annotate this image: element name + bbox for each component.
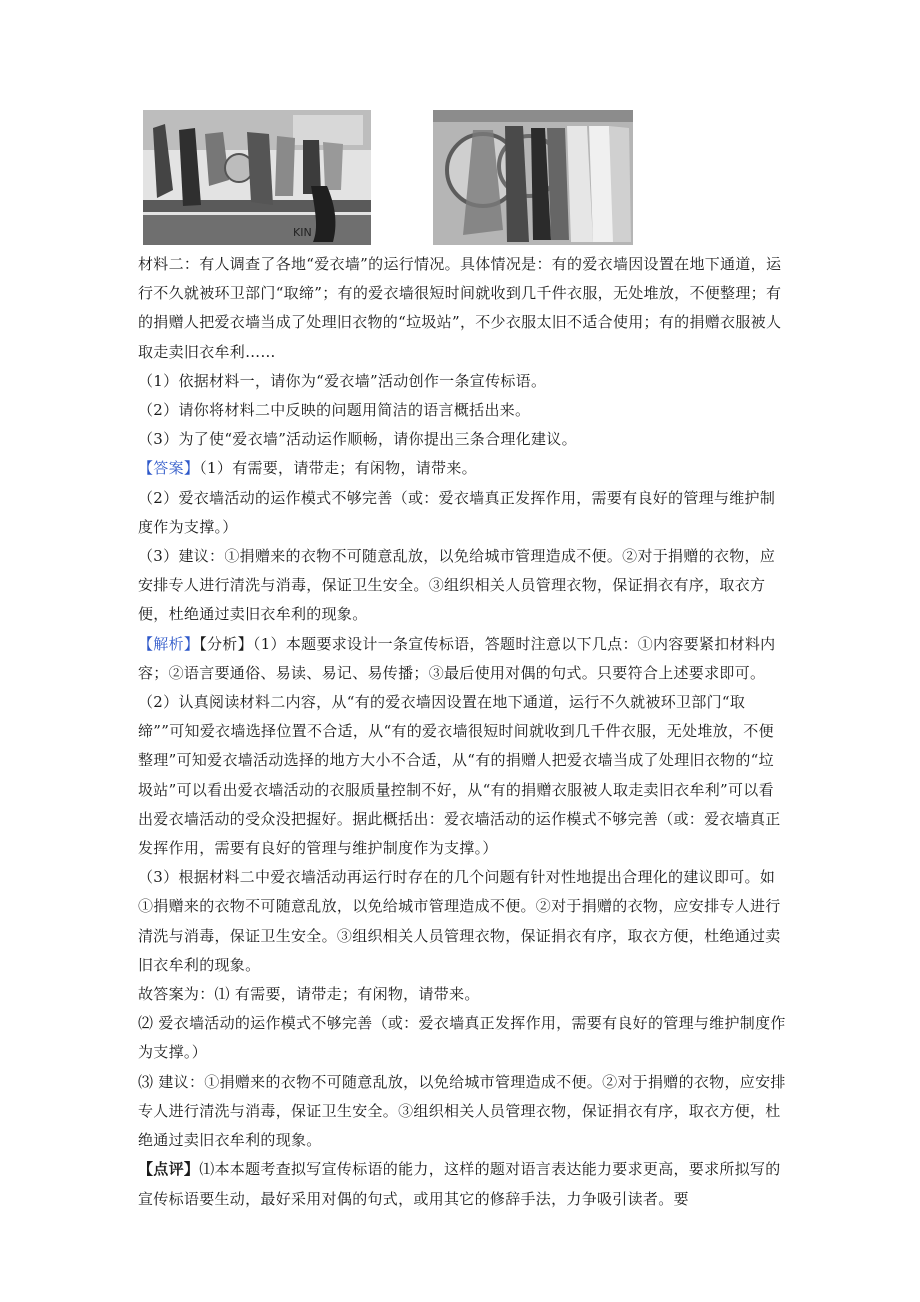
analysis-3: （3）根据材料二中爱衣墙活动再运行时存在的几个问题有针对性地提出合理化的建议即可。如 ①捐赠来的衣物不可随意乱放，以免给城市管理造成不便。②对于捐赠的衣物，应安排专人进行清洗与消毒，保证卫生安全。③组织相关人员管理衣物，保证捐衣有序，取衣方便，杜绝通过卖旧衣牟利的现象。 (138, 868, 781, 974)
comment-tag: 【点评】 (138, 1160, 200, 1179)
material-photos (143, 110, 633, 245)
answer-2: （2）爱衣墙活动的运作模式不够完善（或：爱衣墙真正发挥作用，需要有良好的管理与维护制度作为支撑。） (138, 488, 776, 536)
analysis-2: （2）认真阅读材料二内容，从“有的爱衣墙因设置在地下通道，运行不久就被环卫部门“取缔””可知爱衣墙选择位置不合适，从“有的爱衣墙很短时间就收到几千件衣服，无处堆放，不便整理”可知爱衣墙活动选择的地方大小不合适，从“有的捐赠人把爱衣墙当成了处理旧衣物的“垃圾站”可以看出爱衣墙活动的衣服质量控制不好，从“有的捐赠衣服被人取走卖旧衣牟利”可以看出爱衣墙活动的受众没把握好。据此概括出：爱衣墙活动的运作模式不够完善（或：爱衣墙真正发挥作用，需要有良好的管理与维护制度作为支撑。） (138, 693, 781, 858)
question-3: （3）为了使“爱衣墙”活动运作顺畅，请你提出三条合理化建议。 (138, 430, 577, 449)
final-answer-intro: 故答案为：⑴ 有需要，请带走；有闲物，请带来。 (138, 985, 480, 1004)
analysis-subtag: 【分析】 (199, 634, 253, 653)
answer-3: （3）建议：①捐赠来的衣物不可随意乱放，以免给城市管理造成不便。②对于捐赠的衣物，应安排专人进行清洗与消毒，保证卫生安全。③组织相关人员管理衣物，保证捐衣有序，取衣方便，杜绝通过卖旧衣牟利的现象。 (138, 547, 776, 624)
material2-paragraph: 材料二：有人调查了各地“爱衣墙”的运行情况。具体情况是：有的爱衣墙因设置在地下通道，运行不久就被环卫部门“取缔”；有的爱衣墙很短时间就收到几千件衣服，无处堆放，不便整理；有的捐赠人把爱衣墙当成了处理旧衣物的“垃圾站”，不少衣服太旧不适合使用；有的捐赠衣服被人取走卖旧衣牟利…… (138, 255, 782, 361)
comment-text: ⑴本本题考查拟写宣传标语的能力，这样的题对语言表达能力要求更高，要求所拟写的宣传标语要生动，最好采用对偶的句式，或用其它的修辞手法，力争吸引读者。要 (138, 1160, 781, 1208)
analysis-1 (138, 630, 788, 688)
photo-clothes-rack-image (433, 110, 633, 245)
comment-paragraph (138, 1155, 788, 1213)
answer-1 (138, 454, 788, 483)
analysis-tag: 【解析】 (138, 634, 200, 653)
question-1: （1）依据材料一，请你为“爱衣墙”活动创作一条宣传标语。 (138, 371, 547, 390)
answer-1-text: （1）有需要，请带走；有闲物，请带来。 (199, 459, 477, 478)
question-2: （2）请你将材料二中反映的问题用简洁的语言概括出来。 (138, 401, 531, 420)
final-answer-2: ⑵ 爱衣墙活动的运作模式不够完善（或：爱衣墙真正发挥作用，需要有良好的管理与维护制度作为支撑。） (138, 1014, 786, 1062)
photo-clothes-wall (143, 110, 371, 245)
photo-sign-text: KIN (293, 226, 312, 239)
document-text (138, 250, 788, 1214)
photo-clothes-wall-image (143, 110, 371, 245)
analysis-1-text: （1）本题要求设计一条宣传标语，答题时注意以下几点：①内容要紧扣材料内容；②语言要通俗、易读、易记、易传播；③最后使用对偶的句式。只要符合上述要求即可。 (138, 634, 776, 682)
answer-tag: 【答案】 (138, 459, 200, 478)
photo-clothes-rack (433, 110, 633, 245)
final-answer-3: ⑶ 建议：①捐赠来的衣物不可随意乱放，以免给城市管理造成不便。②对于捐赠的衣物，应安排专人进行清洗与消毒，保证卫生安全。③组织相关人员管理衣物，保证捐衣有序，取衣方便，杜绝通过卖旧衣牟利的现象。 (138, 1072, 786, 1150)
